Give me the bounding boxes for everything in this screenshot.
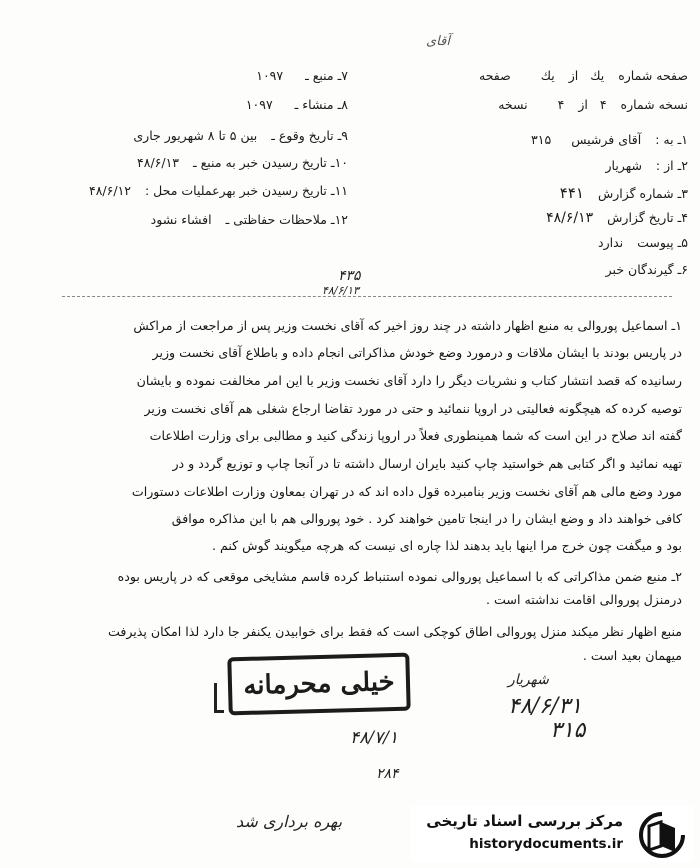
origin-field: ۸ـ منشاء ـ ۱۰۹۷ [245, 97, 348, 112]
event-date-field: ۹ـ تاریخ وقوع ـ بین ۵ تا ۸ شهریور جاری [133, 128, 348, 143]
stamp-bracket [214, 683, 224, 713]
report-number-field: ۳ـ شماره گزارش ۴۴۱ [559, 184, 688, 202]
archive-logo [411, 806, 693, 862]
ops-date-field: ۱۱ـ تاریخ رسیدن خبر بهرعملیات محل : ۴۸/۶/۱۲ [89, 183, 348, 198]
book-seal-icon [637, 810, 687, 860]
body-line: مورد وضع مالی هم آقای نخست وزیر بنامبرده قول داده اند که در تهران بمعاون وزارت اطلاعات دستورات [131, 484, 682, 499]
logo-url: historydocuments.ir [469, 836, 623, 852]
body-line: رسانیده که قصد انتشار کتاب و نشریات دیگر را دارد آقای نخست وزیر با این امر مخالفت نموده و بایشان [136, 373, 682, 388]
body-line: بود و میگفت چون خرج مرا اینها باید بدهند لذا چاره ای نیست که هرچه میگویند گوش کنم . [211, 538, 682, 553]
handwritten-stamp-date: ۴۸/۷/۱ [350, 728, 398, 748]
body-line: ۲ـ منبع ضمن مذاکراتی که با اسماعیل پوروالی نموده استنباط کرده قاسم مشایخی موقعی که در پاریس بوده [117, 569, 682, 584]
report-date-field: ۴ـ تاریخ گزارش ۴۸/۶/۱۳ [546, 210, 688, 226]
body-line: گفته اند صلاح در این است که شما همینطوری فعلاً در اروپا زندگی کنید و مطالبی برای وزارت اطلاعات [149, 428, 682, 443]
source-field: ۷ـ منبع ـ ۱۰۹۷ [256, 68, 348, 83]
copy-number-field: نسخه شماره ۴ از ۴ نسخه [498, 97, 688, 112]
recipients-field: ۶ـ گیرندگان خبر [605, 262, 688, 277]
handwritten-file-code: ۳۱۵ [550, 718, 586, 743]
body-line: منبع اظهار نظر میکند منزل پوروالی اطاق کوچکی است که فقط برای خوابیدن یکنفر جا دارد لذا امکان پذیرفت [107, 624, 682, 639]
body-line: در پاریس بودند با ایشان ملاقات و درمورد وضع خودش مذاکراتی انجام داده و باطلاع آقای نخست وزیر [152, 345, 682, 360]
handwritten-file-date: ۴۸/۶/۳۱ [508, 694, 582, 719]
body-line: درمنزل پوروالی اقامت نداشته است . [486, 592, 682, 607]
body-line: میهمان بعید است . [582, 648, 682, 663]
attachment-field: ۵ـ پیوست ندارد [598, 235, 688, 250]
from-field: ۲ـ از : شهریار [605, 158, 688, 173]
logo-title: مرکز بررسی اسناد تاریخی [426, 812, 623, 830]
body-line: توصیه کرده که هیچگونه فعالیتی در اروپا ننمائید و حتی در مورد تقاضا ارجاع شغلی هم آقای نخست وزیر [144, 401, 682, 416]
page-number-field: صفحه شماره یك از یك صفحه [479, 68, 688, 83]
signature-city: شهریار [508, 672, 549, 688]
classification-stamp: خیلی محرمانه [227, 653, 410, 716]
separator-rule [62, 296, 672, 297]
body-line: کافی خواهند داد و وضع ایشان را در اینجا تامین خواهند کرد . خود پوروالی هم با این مذاکره موافق [171, 511, 682, 526]
security-notes-field: ۱۲ـ ملاحظات حفاظتی ـ افشاء نشود [150, 212, 348, 227]
body-line: تهیه نمائید و اگر کتابی هم خواستید چاپ کنید بایران ارسال داشته تا در آنجا چاپ و توزیع گردد و در [172, 456, 682, 471]
handwritten-footer-note: بهره برداری شد [236, 812, 343, 831]
handwritten-ref-date: ۴۸/۶/۱۳ [322, 284, 359, 297]
received-date-field: ۱۰ـ تاریخ رسیدن خبر به منبع ـ ۴۸/۶/۱۳ [137, 155, 348, 170]
to-field: ۱ـ به : آقای فرشیس ۳۱۵ [531, 132, 688, 147]
body-line: ۱ـ اسماعیل پوروالی به منبع اظهار داشته در چند روز اخیر که آقای نخست وزیر پس از مراجعت از مراکش [133, 318, 682, 333]
handwritten-note-small: ۲۸۴ [376, 766, 399, 782]
handwritten-ref-number: ۴۳۵ [338, 268, 361, 284]
handwritten-top-mark: آقای [426, 34, 450, 49]
